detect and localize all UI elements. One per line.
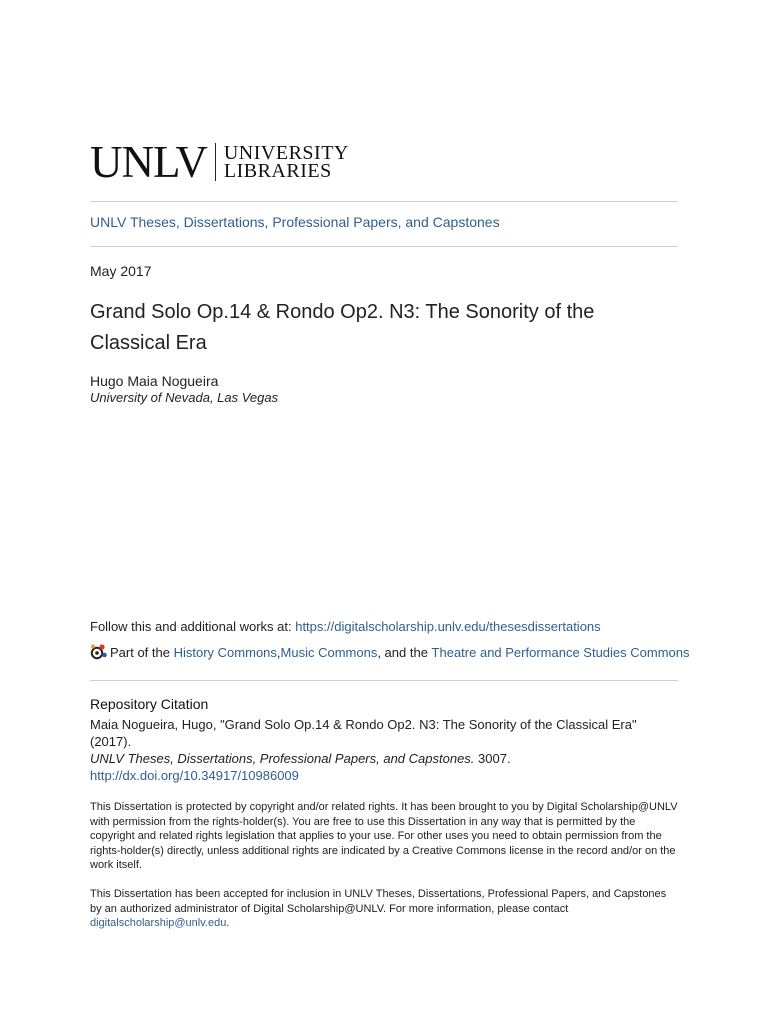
citation-line: Maia Nogueira, Hugo, "Grand Solo Op.14 & Rondo Op2. N3: The Sonority of the Classical Era" (2017). bbox=[90, 717, 637, 749]
cover-page bbox=[90, 0, 690, 1024]
logo-line-2: LIBRARIES bbox=[223, 160, 332, 182]
part-of-sep-1: , bbox=[276, 644, 281, 660]
acceptance-statement bbox=[90, 887, 678, 931]
acceptance-end: . bbox=[226, 917, 230, 929]
logo-line-1: UNIVERSITY bbox=[223, 142, 349, 164]
repository-citation bbox=[90, 716, 678, 784]
unlv-libraries-logo[interactable] bbox=[90, 137, 349, 187]
part-of-prefix: Part of the bbox=[110, 644, 170, 660]
rights-statement: This Dissertation is protected by copyright and/or related rights. It has been brought to you by Digital Scholarship@UNLV with permission from the rights-holder(s). You are free to use this Dissertation in any way that is permitted by the copyright and related rights legislation that applies to your use. For other uses you need to obtain permission from the rights-holder(s) directly, unless additional rights are indicated by a Creative Commons license in the record and/or on the work itself. bbox=[90, 801, 678, 871]
commons-network-icon bbox=[90, 643, 108, 661]
part-of-sep-2: , and the bbox=[377, 644, 432, 660]
series-link[interactable]: UNLV Theses, Dissertations, Professional Papers, and Capstones bbox=[90, 214, 500, 230]
divider-top bbox=[90, 201, 678, 202]
music-commons-link[interactable]: Music Commons bbox=[280, 644, 378, 660]
divider-citation bbox=[90, 680, 678, 681]
repository-citation-heading: Repository Citation bbox=[90, 696, 209, 712]
history-commons-link[interactable]: History Commons bbox=[173, 644, 277, 660]
publication-date: May 2017 bbox=[90, 263, 152, 279]
logo-mark: UNLV bbox=[90, 137, 207, 187]
logo-divider bbox=[215, 143, 216, 181]
author-affiliation: University of Nevada, Las Vegas bbox=[90, 390, 279, 405]
citation-number: 3007. bbox=[474, 751, 511, 766]
logo-wordmark bbox=[224, 144, 349, 180]
repository-url-link[interactable]: https://digitalscholarship.unlv.edu/thesesdissertations bbox=[295, 619, 601, 634]
contact-email-link[interactable]: digitalscholarship@unlv.edu bbox=[90, 917, 227, 929]
theatre-commons-link[interactable]: Theatre and Performance Studies Commons bbox=[431, 644, 690, 660]
doi-link[interactable]: http://dx.doi.org/10.34917/10986009 bbox=[90, 768, 299, 783]
citation-series: UNLV Theses, Dissertations, Professional Papers, and Capstones. bbox=[90, 751, 475, 766]
follow-line bbox=[90, 619, 601, 634]
acceptance-text: This Dissertation has been accepted for inclusion in UNLV Theses, Dissertations, Professional Papers, and Capstones by an authorized administrator of Digital Scholarship@UNLV. For more information, please contact bbox=[90, 888, 667, 915]
author-name: Hugo Maia Nogueira bbox=[90, 373, 219, 389]
follow-prefix: Follow this and additional works at: bbox=[90, 619, 296, 634]
document-title: Grand Solo Op.14 & Rondo Op2. N3: The Sonority of the Classical Era bbox=[90, 301, 595, 354]
divider-series bbox=[90, 246, 678, 247]
part-of-line bbox=[90, 643, 690, 661]
